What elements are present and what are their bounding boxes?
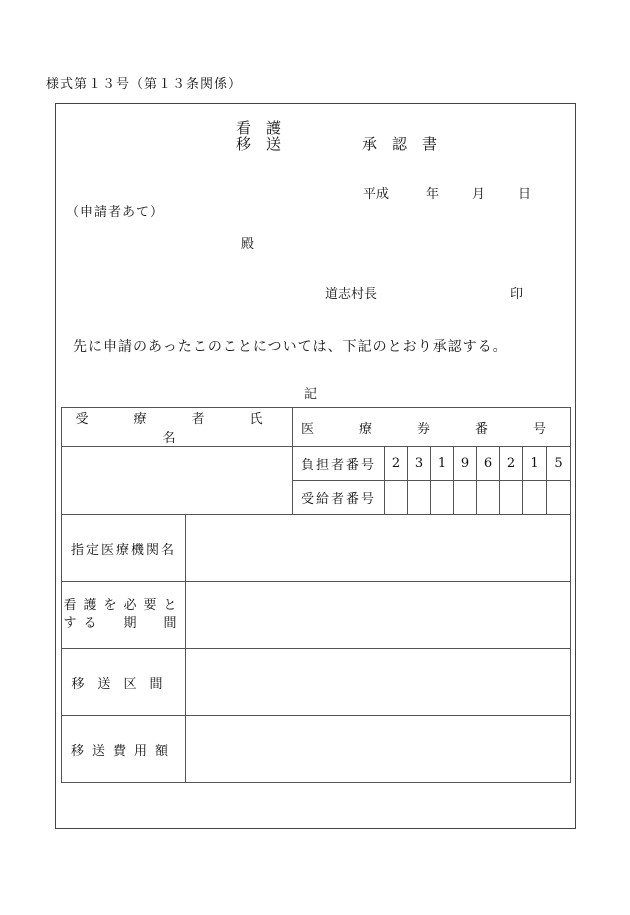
header-certificate-number: 医 療 券 番 号	[293, 408, 571, 447]
payer-digit: 2	[500, 447, 523, 481]
payer-number-label: 負担者番号	[293, 447, 385, 481]
recipient-digit[interactable]	[454, 481, 477, 515]
payer-digit: 9	[454, 447, 477, 481]
transport-section-label: 移送区間	[62, 649, 186, 716]
form-number-label: 様式第１３号（第１３条関係）	[46, 77, 243, 92]
payer-digit: 6	[477, 447, 500, 481]
seal-mark: 印	[510, 287, 524, 302]
issuer-name: 道志村長	[325, 287, 378, 302]
patient-name-field[interactable]	[62, 447, 293, 515]
recipient-digit[interactable]	[523, 481, 547, 515]
title-approval: 承 認 書	[362, 135, 438, 153]
date-day: 日	[518, 187, 532, 202]
nursing-period-label-line2: する 期 間	[63, 616, 184, 631]
title-kind-transport: 移 送	[236, 135, 282, 153]
approval-statement: 先に申請のあったこのことについては、下記のとおり承認する。	[73, 339, 508, 355]
payer-digit: 3	[408, 447, 431, 481]
payer-digit: 1	[431, 447, 454, 481]
nursing-period-label	[62, 582, 186, 649]
recipient-digit[interactable]	[408, 481, 431, 515]
medical-institution-label: 指定医療機関名	[62, 515, 186, 582]
addressee-honorific: 殿	[241, 237, 255, 252]
title-kind-nursing: 看 護	[236, 119, 282, 137]
addressee-label: （申請者あて）	[66, 205, 165, 220]
header-patient-name: 受 療 者 氏 名	[62, 408, 293, 447]
transport-cost-label: 移送費用額	[62, 716, 186, 783]
ki-marker: 記	[304, 387, 318, 402]
recipient-number-label: 受給者番号	[293, 481, 385, 515]
date-year: 年	[426, 187, 440, 202]
approval-table	[61, 407, 571, 783]
payer-digit: 5	[547, 447, 571, 481]
date-era: 平成	[363, 187, 390, 202]
recipient-digit[interactable]	[547, 481, 571, 515]
recipient-digit[interactable]	[477, 481, 500, 515]
recipient-digit[interactable]	[385, 481, 408, 515]
nursing-period-field[interactable]	[186, 582, 571, 649]
payer-digit: 2	[385, 447, 408, 481]
transport-section-field[interactable]	[186, 649, 571, 716]
medical-institution-field[interactable]	[186, 515, 571, 582]
payer-digit: 1	[523, 447, 547, 481]
date-month: 月	[472, 187, 486, 202]
nursing-period-label-line1: 看護を必要と	[63, 598, 184, 614]
transport-cost-field[interactable]	[186, 716, 571, 783]
recipient-digit[interactable]	[500, 481, 523, 515]
recipient-digit[interactable]	[431, 481, 454, 515]
